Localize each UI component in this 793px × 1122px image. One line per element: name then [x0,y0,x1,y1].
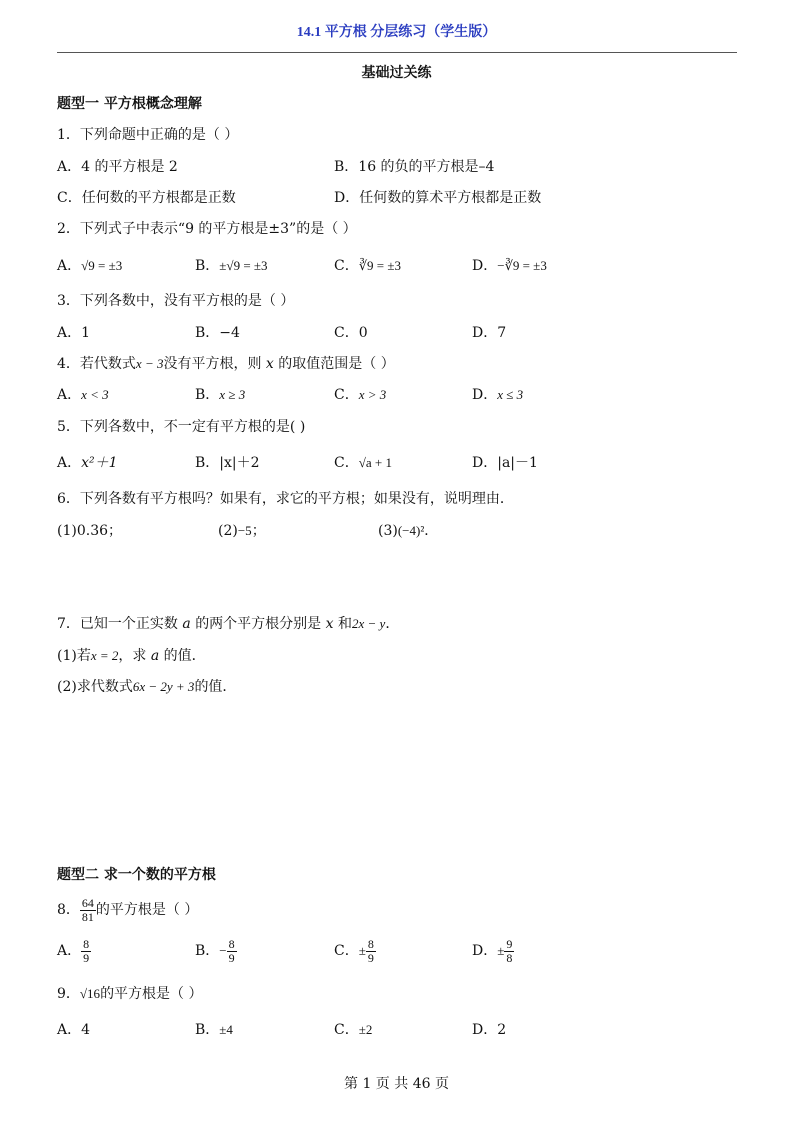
q3-option-c: C．0 [334,325,368,341]
q9-option-a: A．4 [57,1022,91,1038]
q2-option-b: B．±√9 = ±3 [195,258,268,274]
page-footer: 第 1 页 共 46 页 [344,1076,449,1092]
q8-option-c: C．± $\frac{8}{9}$ [334,936,374,965]
q1-option-b: B．16 的负的平方根是–4 [334,159,495,175]
q5-option-b: B．|x|＋2 [195,455,260,471]
question-8-stem: 8． $\frac{64}{81}$ 的平方根是（ ） [57,895,199,924]
question-6-stem: 6．下列各数有平方根吗？如果有，求它的平方根；如果没有，说明理由． [57,491,514,507]
q7-part-2: (2)求代数式6x − 2y + 3的值． [57,679,237,695]
q3-option-d: D．7 [472,325,507,341]
q2-option-c: C．∛9 = ±3 [334,258,401,274]
q2-option-b-expr: ±√9 = ±3 [219,258,268,273]
header-rule [57,52,737,53]
q4-option-c: C．x > 3 [334,387,387,403]
q4-option-a: A．x < 3 [57,387,109,403]
q6-part-3: (3)(−4)²． [378,523,439,539]
question-5-stem: 5．下列各数中，不一定有平方根的是( ) [57,419,306,435]
q4-option-b: B．x ≥ 3 [195,387,246,403]
question-type-heading: 题型二 求一个数的平方根 [57,867,216,883]
q2-option-c-expr: ∛9 = ±3 [358,258,401,273]
q5-option-d: D．|a|－1 [472,455,538,471]
q9-option-b: B．±4 [195,1022,233,1038]
q2-option-d-expr: −∛9 = ±3 [497,258,547,273]
q6-part-2: (2)−5； [218,523,266,539]
document-header: 14.1 平方根 分层练习（学生版） [296,25,497,40]
q1-option-a: A．4 的平方根是 2 [57,159,178,175]
question-4-stem: 4．若代数式x − 3没有平方根，则 x 的取值范围是（ ） [57,356,395,372]
q1-option-d: D．任何数的算术平方根都是正数 [334,190,542,206]
question-9-stem: 9．√16的平方根是（ ） [57,986,203,1002]
q9-option-d: D．2 [472,1022,507,1038]
q2-option-a-expr: √9 = ±3 [81,258,123,273]
q6-part-1: (1)0.36； [57,523,123,539]
question-type-heading: 题型一 平方根概念理解 [57,96,202,112]
question-1-stem: 1．下列命题中正确的是（ ） [57,127,239,143]
q7-part-1: (1)若x = 2，求 a 的值． [57,648,206,664]
q3-option-b: B．−4 [195,325,240,341]
q2-option-a: A．√9 = ±3 [57,258,123,274]
q2-option-d: D．−∛9 = ±3 [472,258,547,274]
question-7-stem: 7．已知一个正实数 a 的两个平方根分别是 x 和2x − y． [57,616,400,632]
question-3-stem: 3．下列各数中，没有平方根的是（ ） [57,293,295,309]
q4-stem-expr: x − 3 [135,356,164,371]
q8-option-b: B．− $\frac{8}{9}$ [195,936,235,965]
question-2-stem: 2．下列式子中表示“9 的平方根是±3”的是（ ） [57,221,357,237]
q3-option-a: A．1 [57,325,91,341]
section-title: 基础过关练 [361,65,432,81]
q1-option-c: C．任何数的平方根都是正数 [57,190,236,206]
q4-option-d: D．x ≤ 3 [472,387,524,403]
q9-option-c: C．±2 [334,1022,373,1038]
q5-option-a: A．x²＋1 [57,455,118,471]
q8-fraction: $\frac{64}{81}$ [81,895,94,924]
q8-option-a: A． $\frac{8}{9}$ [57,936,90,965]
q8-option-d: D．± $\frac{9}{8}$ [472,936,513,965]
q5-option-c: C．√a + 1 [334,455,392,471]
